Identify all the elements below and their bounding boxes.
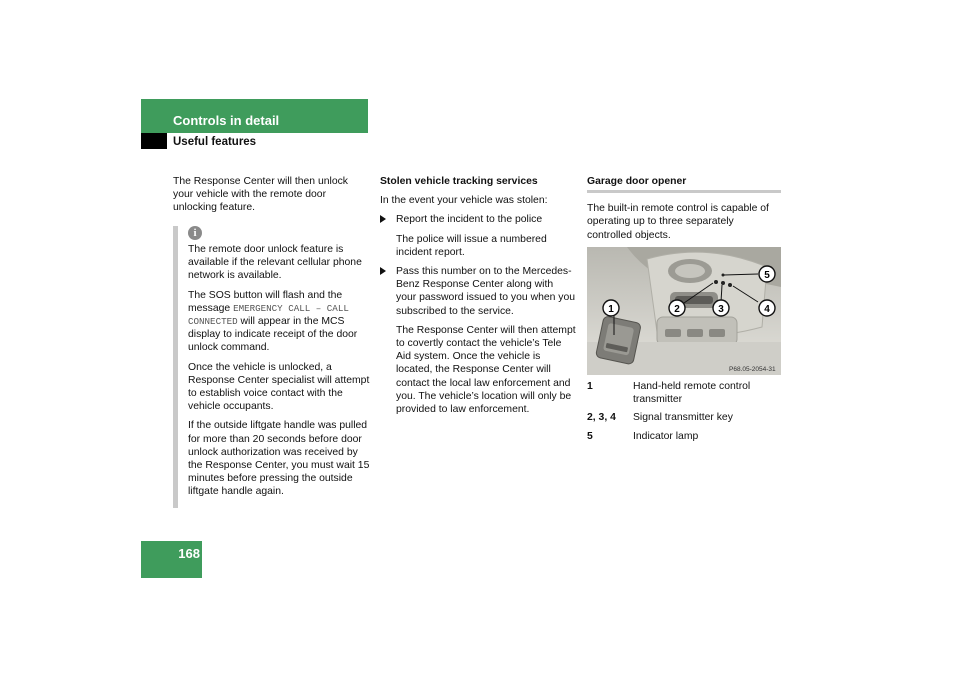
legend-number: 2, 3, 4: [587, 412, 616, 424]
stolen-vehicle-section: [380, 175, 576, 422]
step-item: [380, 265, 576, 318]
header-marker: [141, 133, 167, 149]
legend-description: Indicator lamp: [633, 430, 699, 442]
legend-description: Hand-held remote control transmitter: [633, 381, 751, 406]
note-paragraph: [188, 289, 372, 355]
photo-code: P68.05-2054-31: [729, 366, 776, 373]
step-detail: The Response Center will then attempt to covertly contact the vehicle’s Tele Aid system. Once the vehicle is located, the Response Center will contact the local law enforcement and you. The vehicle’s location will only be provided to law enforcement.: [396, 324, 576, 416]
garage-door-section: [587, 175, 781, 248]
info-icon: i: [188, 226, 202, 240]
note-sidebar: [173, 226, 178, 508]
callout-2: [669, 300, 685, 316]
photo-legend: [587, 380, 781, 448]
section-heading: Garage door opener: [587, 175, 781, 193]
step-detail: The police will issue a numbered incident report.: [396, 233, 547, 258]
callout-1: [603, 300, 619, 316]
display-message: EMERGENCY CALL – CALL CONNECTED: [188, 302, 349, 328]
step-item: [380, 213, 576, 226]
callout-4: [759, 300, 775, 316]
bullet-arrow-icon: [380, 267, 386, 275]
step-text: Report the incident to the police: [396, 214, 543, 226]
legend-row: [587, 380, 781, 406]
intro-text: The Response Center will then unlock your vehicle with the remote door unlocking feature.: [173, 176, 349, 214]
section-intro: The built-in remote control is capable of operating up to three separately controlled objects.: [587, 203, 769, 241]
note-text: will appear in the MCS display to indicate receipt of the door unlock command.: [188, 316, 358, 354]
svg-text:1: 1: [608, 304, 614, 315]
callout-3: [713, 300, 729, 316]
legend-number: 1: [587, 381, 593, 392]
note-paragraph: If the outside liftgate handle was pulled for more than 20 seconds before door unlock authorization was received by the Response Center, you must wait 15 minutes before pressing the outside liftgate handle again.: [188, 420, 370, 498]
svg-text:4: 4: [764, 304, 770, 315]
note-paragraph: The remote door unlock feature is available if the relevant cellular phone network is available.: [188, 244, 362, 282]
info-note: [188, 226, 372, 505]
bullet-arrow-icon: [380, 215, 386, 223]
legend-number: 5: [587, 430, 593, 442]
section-heading: Stolen vehicle tracking services: [380, 176, 538, 187]
note-text: The SOS button will flash and the message: [188, 289, 343, 314]
legend-description: Signal transmitter key: [633, 412, 733, 424]
lead-text: In the event your vehicle was stolen:: [380, 195, 548, 207]
svg-text:5: 5: [764, 270, 770, 281]
section-subtitle: Useful features: [173, 136, 257, 148]
callout-5: [759, 266, 775, 282]
legend-row: [587, 411, 781, 424]
step-text: Pass this number on to the Mercedes-Benz Response Center along with your password issued to you when you subscribed to the service.: [396, 266, 576, 317]
svg-text:2: 2: [674, 304, 680, 315]
section-title: Controls in detail: [173, 113, 280, 128]
legend-row: [587, 430, 781, 443]
page-number: 168: [178, 546, 200, 561]
note-paragraph: Once the vehicle is unlocked, a Response Center specialist will attempt to establish voice contact with the vehicle occupants.: [188, 361, 370, 413]
svg-text:3: 3: [718, 304, 724, 315]
overhead-console-photo: [587, 247, 781, 375]
